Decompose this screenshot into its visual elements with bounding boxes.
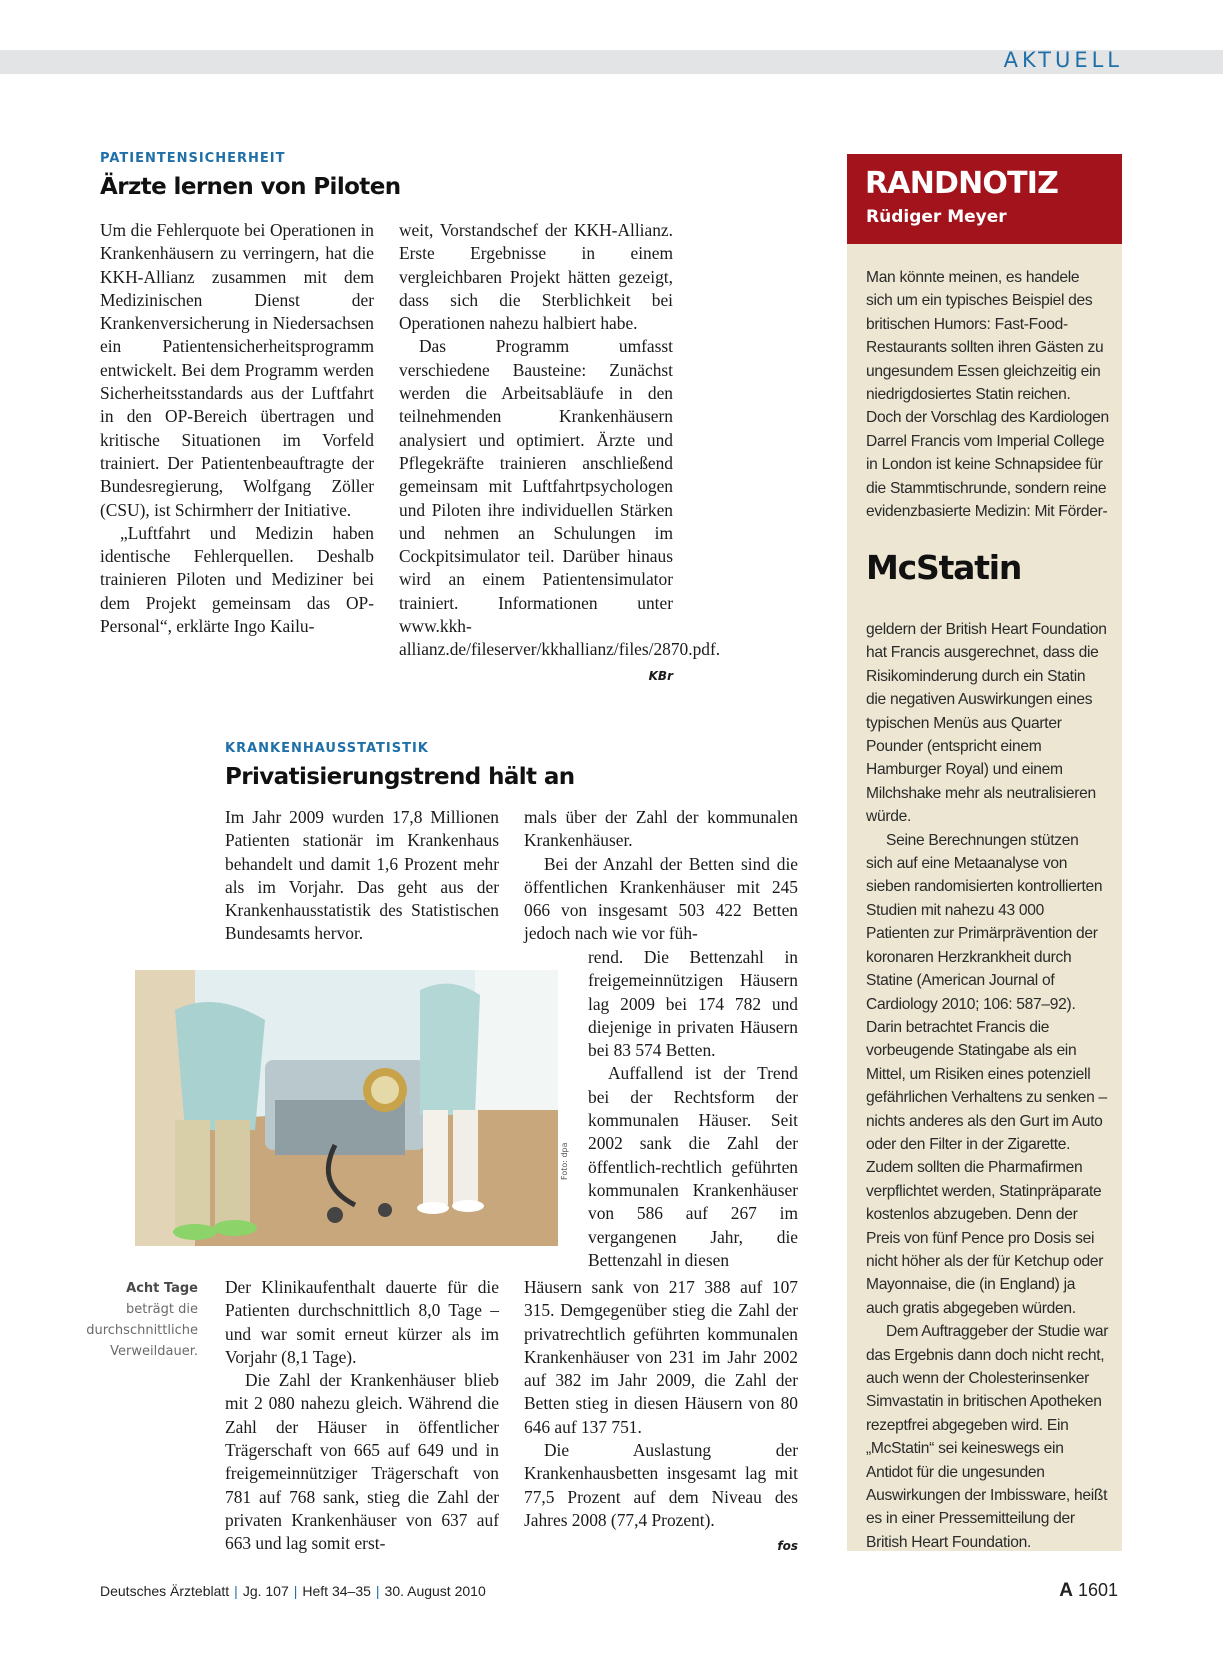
page-number-value: 1601 <box>1077 1580 1118 1600</box>
paragraph: Bei der Anzahl der Betten sind die öffentlichen Krankenhäuser mit 245 066 von insgesamt 503 422 Betten jedoch nach wie vor füh- <box>524 853 798 944</box>
paragraph: Das Programm umfasst verschiedene Bausteine: Zunächst werden die Arbeitsabläufe in den teilnehmenden Krankenhäusern analysiert und optimiert. Ärzte und Pflegekräfte trainieren anschließend gemeinsam mit Luftfahrtpsychologen und Piloten ihre individuellen Stärken und nehmen an Schulungen im Cockpitsimulator teil. Darüber hinaus wird an einem Patientensimulator trainiert. Informationen unter www.kkh-allianz.de/fileserver/kkhallianz/files/2870.pdf. <box>399 336 721 660</box>
paragraph: weit, Vorstandschef der KKH-Allianz. Erste Ergebnisse in einem vergleichbaren Projekt hätten gezeigt, dass sich die Sterblichkeit bei Operationen nahezu halbiert habe. <box>399 220 673 334</box>
randnotiz-text-bottom <box>866 618 1109 1554</box>
article2-intro <box>225 806 499 946</box>
page-number <box>1059 1580 1118 1602</box>
paragraph: Die Auslastung der Krankenhausbetten insgesamt lag mit 77,5 Prozent auf dem Niveau des Jahres 2008 (77,4 Prozent). <box>524 1440 798 1530</box>
paragraph: geldern der British Heart Foundation hat Francis ausgerechnet, dass die Risikominderung durch ein Statin die negativen Auswirkungen eines typischen Menüs aus Quarter Pounder (entspricht einem Hamburger Royal) und einem Milchshake mehr als neutralisieren würde. <box>866 621 1107 826</box>
paragraph: Dem Auftraggeber der Studie war das Ergebnis dann doch nicht recht, auch wenn der Cholesterinsenker Simvastatin in britischen Apotheken rezeptfrei abgegeben wird. Ein „McStatin“ sei keineswegs ein Antidot für die ungesunden Auswirkungen der Imbissware, heißt es in einer Pressemitteilung der British Heart Foundation. <box>866 1323 1109 1551</box>
photo-caption <box>80 1278 198 1362</box>
hospital-photo-illustration <box>135 970 558 1246</box>
footer-issue: Heft 34–35 <box>302 1583 371 1599</box>
photo-credit: Foto: dpa <box>560 1142 569 1180</box>
paragraph: Der Klinikaufenthalt dauerte für die Patienten durchschnittlich 8,0 Tage – und war somit erneut kürzer als im Vorjahr (8,1 Tage). <box>225 1277 499 1367</box>
paragraph: Man könnte meinen, es handele sich um ein typisches Beispiel des britischen Humors: Fast-Food-Restaurants sollten ihren Gästen zu ungesundem Essen gleichzeitig ein niedrigdosiertes Statin reichen. Doch der Vorschlag des Kardiologen Darrel Francis vom Imperial College in London ist keine Schnapsidee für die Stammtischrunde, sondern reine evidenzbasierte Medizin: Mit Förder- <box>866 269 1109 521</box>
footer-citation: Deutsches Ärzteblatt | Jg. 107 | Heft 34–35 | 30. August 2010 <box>100 1583 486 1599</box>
randnotiz-title: RANDNOTIZ <box>865 166 1059 201</box>
paragraph: rend. Die Bettenzahl in freigemeinnützigen Häusern lag 2009 bei 174 782 und diejenige in privaten Häusern bei 83 574 Betten. <box>588 947 798 1061</box>
paragraph: mals über der Zahl der kommunalen Krankenhäuser. <box>524 807 798 851</box>
paragraph: Häusern sank von 217 388 auf 107 315. Demgegenüber stieg die Zahl der privatrechtlich geführten kommunalen Krankenhäuser von 231 im Jahr 2002 auf 382 im Jahr 2009, die Zahl der Betten stieg in diesen Häusern von 80 646 auf 137 751. <box>524 1277 798 1437</box>
article1-title: Ärzte lernen von Piloten <box>100 174 401 200</box>
section-label: AKTUELL <box>1003 48 1123 72</box>
article1-signature: KBr <box>648 668 673 683</box>
paragraph: Auffallend ist der Trend bei der Rechtsform der kommunalen Häuser. Seit 2002 sank die Zahl der öffentlich-rechtlich geführten kommunalen Krankenhäuser von 586 auf 267 im vergangenen Jahr, die Bettenzahl in diesen <box>588 1063 798 1270</box>
article1-column-2 <box>399 219 721 688</box>
page-prefix: A <box>1059 1580 1073 1601</box>
caption-text: beträgt die durchschnittliche Verweildauer. <box>86 1302 198 1359</box>
article1-column-1 <box>100 219 374 638</box>
paragraph: „Luftfahrt und Medizin haben identische Fehlerquellen. Deshalb trainieren Piloten und Mediziner bei dem Projekt gemeinsam das OP-Personal“, erklärte Ingo Kailu- <box>100 522 374 637</box>
hospital-photo <box>135 970 558 1246</box>
paragraph: Seine Berechnungen stützen sich auf eine Metaanalyse von sieben randomisierten kontrollierten Studien mit nahezu 43 000 Patienten zur Primärprävention der koronaren Herzkrankheit durch Statine (American Journal of Cardiology 2010; 106: 587–92). Darin betrachtet Francis die vorbeugende Statingabe als ein Mittel, um Risiken eines potenziell gefährlichen Verhaltens zu senken – nichts anderes als den Gurt im Auto oder den Filter in der Zigarette. Zudem sollten die Pharmafirmen verpflichtet werden, Statinpräparate kostenlos abzugeben. Denn der Preis von fünf Pence pro Dosis sei nicht höher als der für Ketchup oder Mayonnaise, die (in England) ja auch gratis abgegeben würden. <box>866 831 1107 1317</box>
paragraph: Um die Fehlerquote bei Operationen in Krankenhäusern zu verringern, hat die KKH-Allianz zusammen mit dem Medizinischen Dienst der Krankenversicherung in Niedersachsen ein Patientensicherheitsprogramm entwickelt. Bei dem Programm werden Sicherheitsstandards aus der Luftfahrt in den OP-Bereich übertragen und kritische Situationen im Vorfeld trainiert. Der Patientenbeauftragte der Bundesregierung, Wolfgang Zöller (CSU), ist Schirmherr der Initiative. <box>100 220 374 520</box>
randnotiz-headline: McStatin <box>866 548 1022 587</box>
article2-kicker: KRANKENHAUSSTATISTIK <box>225 741 429 756</box>
caption-bold: Acht Tage <box>126 1281 198 1296</box>
article2-column-2-top <box>524 806 798 946</box>
article1-kicker: PATIENTENSICHERHEIT <box>100 151 286 166</box>
footer-journal: Deutsches Ärzteblatt <box>100 1583 230 1599</box>
paragraph: Im Jahr 2009 wurden 17,8 Millionen Patienten stationär im Krankenhaus behandelt und damit 1,6 Prozent mehr als im Vorjahr. Das geht aus der Krankenhausstatistik des Statistischen Bundesamts hervor. <box>225 807 499 944</box>
article2-title: Privatisierungstrend hält an <box>225 764 575 790</box>
article2-column-1-bottom <box>225 1276 499 1556</box>
footer-volume: Jg. 107 <box>242 1583 289 1599</box>
article2-column-2-narrow <box>588 946 798 1272</box>
randnotiz-text-top <box>866 266 1109 523</box>
paragraph: Die Zahl der Krankenhäuser blieb mit 2 080 nahezu gleich. Während die Zahl der Häuser in öffentlicher Trägerschaft von 665 auf 649 und in freigemeinnütziger Trägerschaft von 781 auf 768 sank, stieg die Zahl der privaten Krankenhäuser von 637 auf 663 und lag somit erst- <box>225 1370 499 1554</box>
randnotiz-author: Rüdiger Meyer <box>866 207 1007 227</box>
footer-date: 30. August 2010 <box>384 1583 486 1599</box>
article2-column-2-bottom <box>524 1276 798 1559</box>
article2-signature: fos <box>777 1539 798 1554</box>
